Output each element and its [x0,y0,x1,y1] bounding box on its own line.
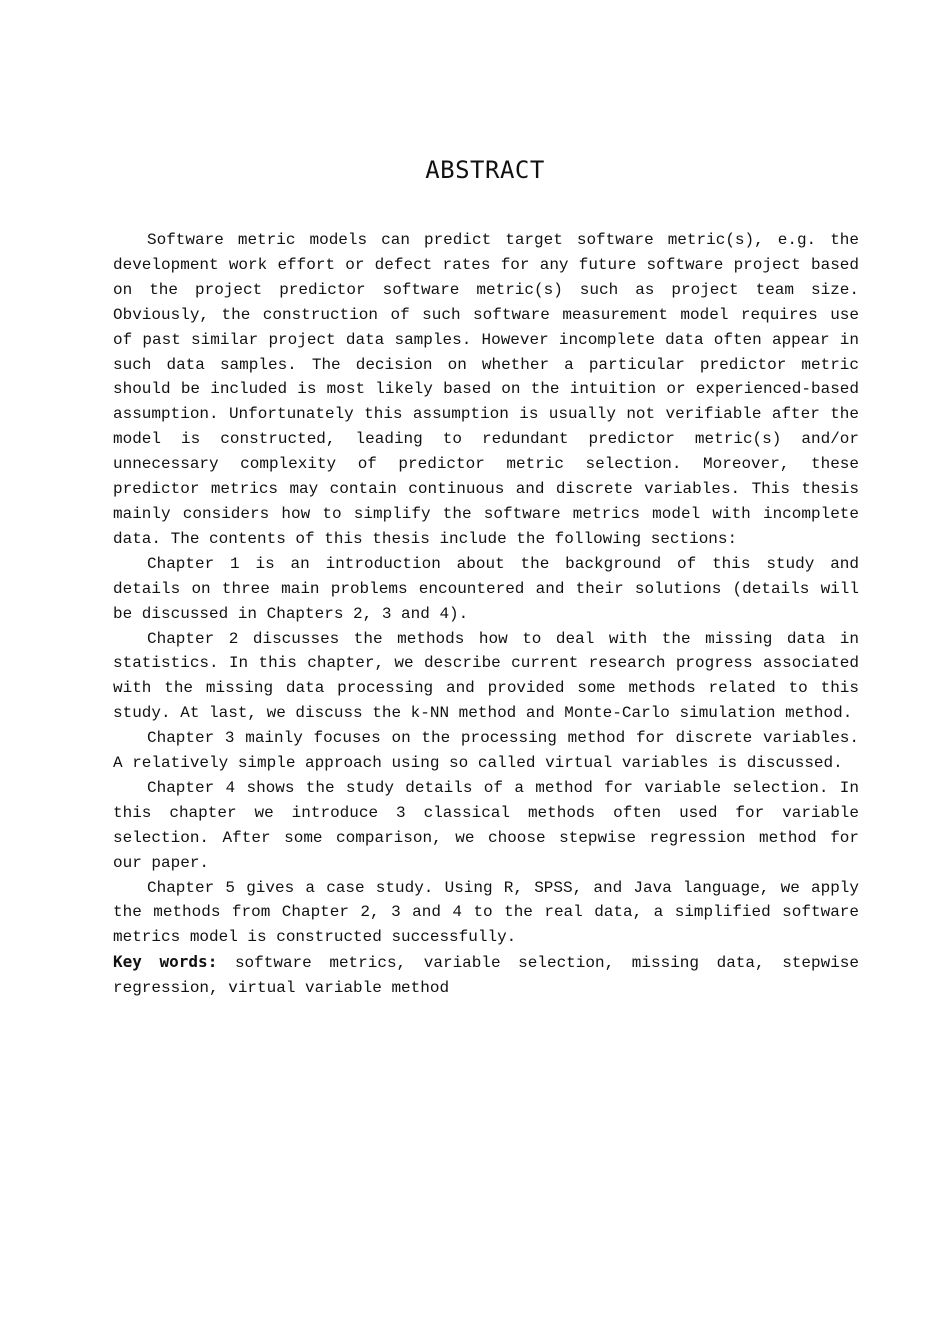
abstract-paragraph-chapter-2: Chapter 2 discusses the methods how to deal with the missing data in statistics. In this chapter, we describe current research progress associated with the missing data processing and provided some methods related to this study. At last, we discuss the k-NN method and Monte-Carlo simulation method. [113,629,859,723]
abstract-body [113,228,859,1001]
abstract-paragraph-chapter-3: Chapter 3 mainly focuses on the processing method for discrete variables. A relatively simple approach using so called virtual variables is discussed. [113,729,859,773]
abstract-paragraph-chapter-1: Chapter 1 is an introduction about the background of this study and details on three main problems encountered and their solutions (details will be discussed in Chapters 2, 3 and 4). [113,554,859,623]
keywords-line [113,950,859,1001]
keywords-text: software metrics, variable selection, missing data, stepwise regression, virtual variable method [113,954,860,998]
abstract-paragraph-intro: Software metric models can predict target software metric(s), e.g. the development work effort or defect rates for any future software project based on the project predictor software metric(s) such as project team size. Obviously, the construction of such software measurement model requires use of past similar project data samples. However incomplete data often appear in such data samples. The decision on whether a particular predictor metric should be included is most likely based on the intuition or experienced-based assumption. Unfortunately this assumption is usually not verifiable after the model is constructed, leading to redundant predictor metric(s) and/or unnecessary complexity of predictor metric selection. Moreover, these predictor metrics may contain continuous and discrete variables. This thesis mainly considers how to simplify the software metrics model with incomplete data. The contents of this thesis include the following sections: [113,231,859,548]
keywords-label: Key words: [113,952,218,972]
abstract-paragraph-chapter-5: Chapter 5 gives a case study. Using R, SPSS, and Java language, we apply the methods from Chapter 2, 3 and 4 to the real data, a simplified software metrics model is constructed successfully. [113,878,859,947]
abstract-title: ABSTRACT [425,156,545,184]
abstract-paragraph-chapter-4: Chapter 4 shows the study details of a method for variable selection. In this chapter we introduce 3 classical methods often used for variable selection. After some comparison, we choose stepwise regression method for our paper. [113,778,859,872]
